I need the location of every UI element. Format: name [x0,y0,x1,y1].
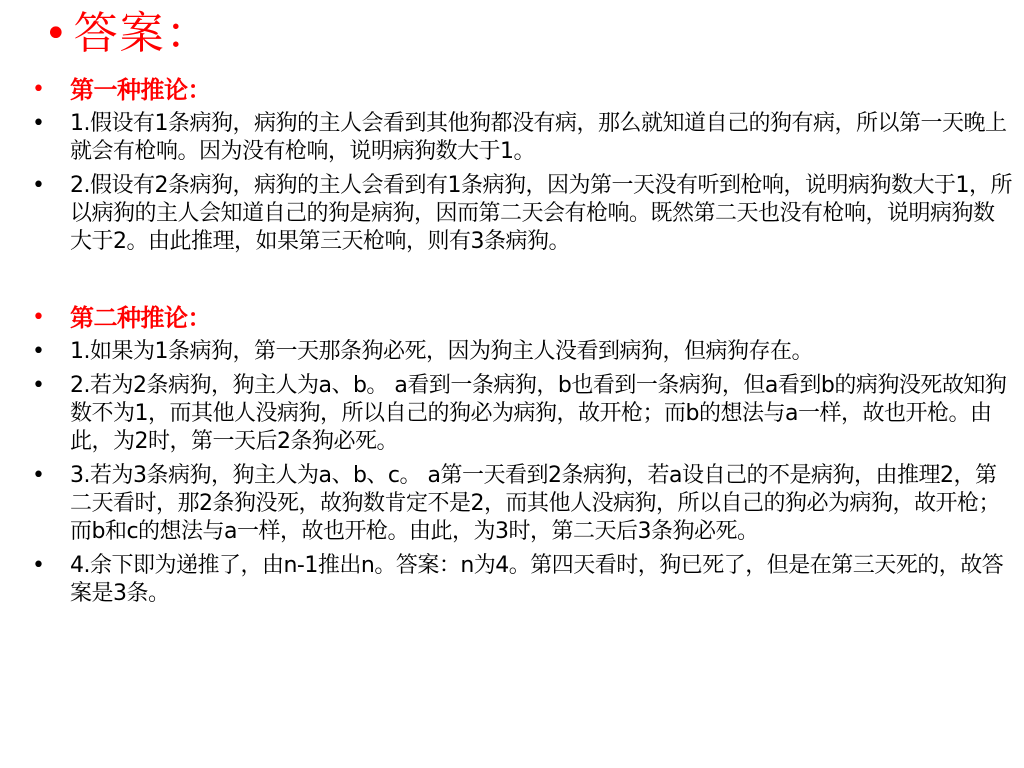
section-2-item-3 [30,462,1014,546]
bullet: • [32,339,45,364]
section-2-item-4-text: 4.余下即为递推了，由n-1推出n。答案：n为4。第四天看时，狗已死了，但是在第三天死的，故答案是3条。 [70,553,1004,606]
section-2-item-3-text: 3.若为3条病狗，狗主人为a、b、c。 a第一天看到2条病狗，若a设自己的不是病狗，由推理2，第二天看时，那2条狗没死，故狗数肯定不是2，而其他人没病狗，所以自己的狗必为病狗，故开枪；而b和c的想法与a一样，故也开枪。由此，为3时，第二天后3条狗必死。 [70,463,1000,544]
bullet: • [32,373,45,398]
bullet: • [32,173,45,198]
section-1-heading [30,76,1014,104]
title-text: 答案： [73,8,212,59]
section-2-item-2-text: 2.若为2条病狗，狗主人为a、b。 a看到一条病狗，b也看到一条病狗，但a看到b的病狗没死故知狗数不为1，而其他人没病狗，所以自己的狗必为病狗，故开枪；而b的想法与a一样，故也开枪。由此，为2时，第一天后2条狗必死。 [70,373,1007,454]
bullet: • [32,111,45,136]
section-2-heading-text: 第二种推论： [70,304,211,332]
bullet: • [32,463,45,488]
section-2-item-4 [30,552,1014,608]
title-bullet: • [44,11,68,57]
section-1-item-1-text: 1.假设有1条病狗，病狗的主人会看到其他狗都没有病，那么就知道自己的狗有病，所以第一天晚上就会有枪响。因为没有枪响，说明病狗数大于1。 [70,111,1007,164]
bullet: • [32,77,45,102]
bullet: • [32,305,45,330]
slide-title [44,2,212,66]
bullet: • [32,553,45,578]
section-2-item-1 [30,338,1014,366]
section-1-item-1 [30,110,1014,166]
section-2-item-2 [30,372,1014,456]
section-2-heading [30,304,1014,332]
slide-content [30,76,1014,614]
section-spacer [30,262,1014,304]
section-1-heading-text: 第一种推论： [70,76,211,104]
section-1-item-2-text: 2.假设有2条病狗，病狗的主人会看到有1条病狗，因为第一天没有听到枪响，说明病狗数大于1，所以病狗的主人会知道自己的狗是病狗，因而第二天会有枪响。既然第二天也没有枪响，说明病狗数大于2。由此推理，如果第三天枪响，则有3条病狗。 [70,173,1012,254]
section-2-item-1-text: 1.如果为1条病狗，第一天那条狗必死，因为狗主人没看到病狗，但病狗存在。 [70,339,813,364]
section-1-item-2 [30,172,1014,256]
